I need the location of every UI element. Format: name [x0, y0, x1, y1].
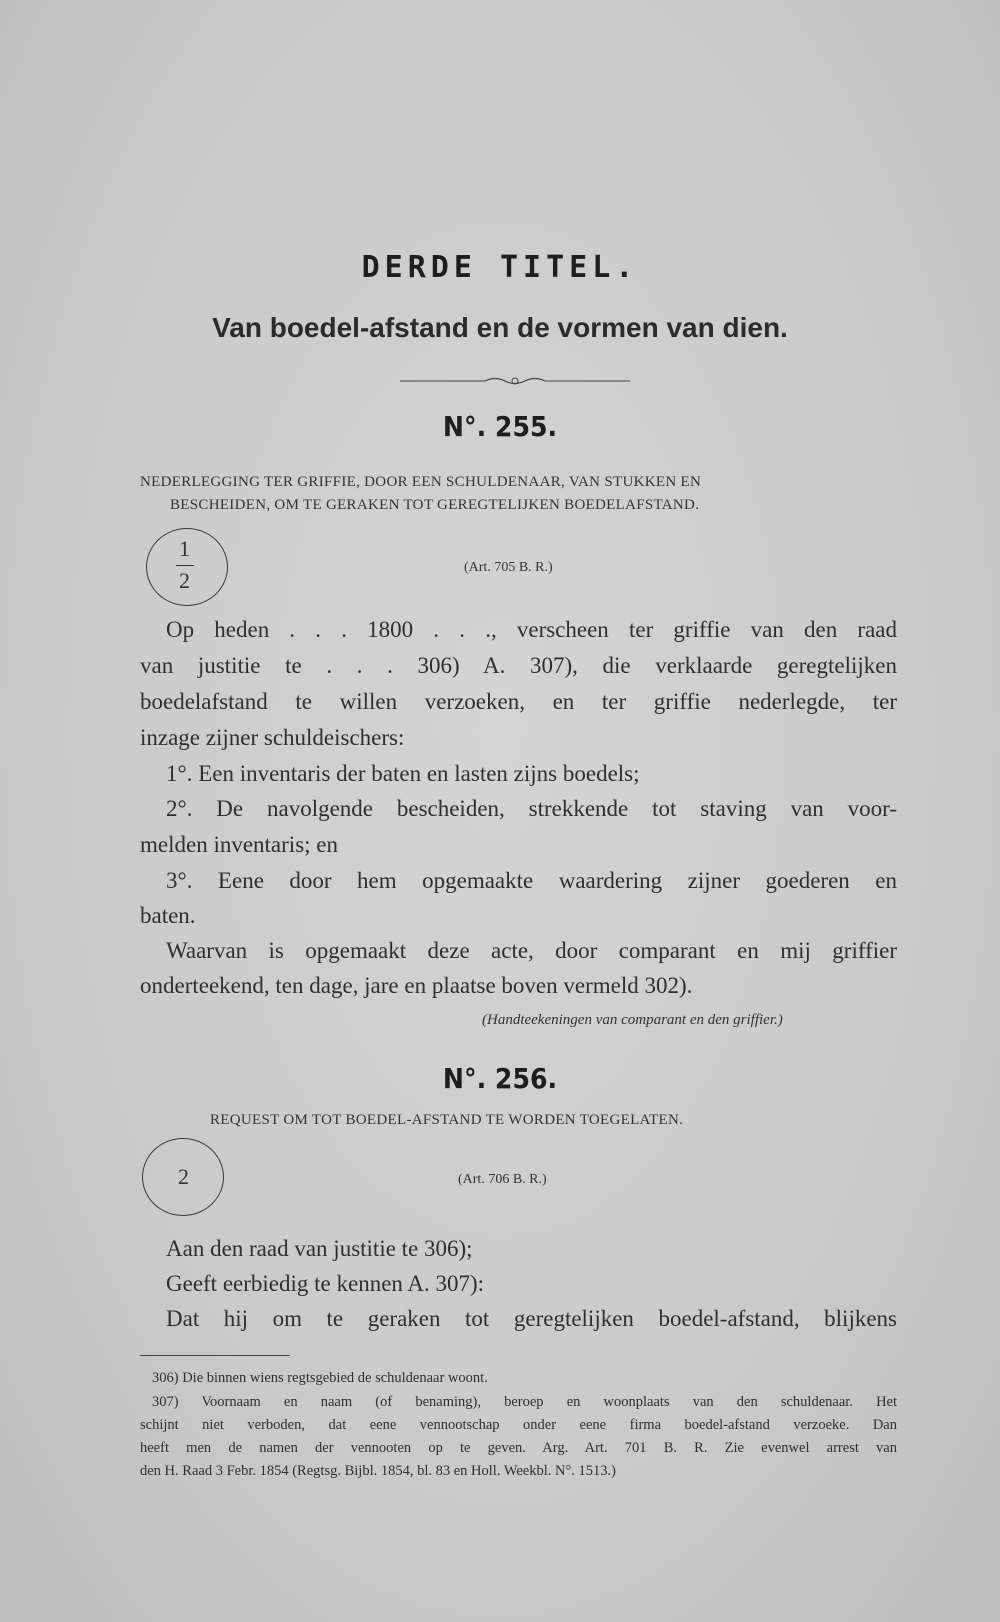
text-line: melden inventaris; en: [140, 832, 338, 857]
chapter-subtitle: Van boedel-afstand en de vormen van dien.: [212, 312, 788, 343]
list-item: 3°. Eene door hem opgemaakte waardering zijner goederen en: [166, 868, 897, 893]
stamp-numerator: 1: [179, 536, 190, 561]
ornament-divider: [400, 374, 630, 388]
text-line: Aan den raad van justitie te 306);: [166, 1236, 473, 1261]
section-number-255: N°. 255.: [442, 410, 558, 443]
text-line: Dat hij om te geraken tot geregtelijken boedel-afstand, blijkens: [166, 1306, 897, 1331]
list-item: 2°. De navolgende bescheiden, strekkende tot staving van voor-: [166, 796, 897, 821]
chapter-title: DERDE TITEL.: [361, 250, 639, 285]
article-reference-255: (Art. 705 B. R.): [464, 560, 553, 575]
text-line: inzage zijner schuldeischers:: [140, 725, 405, 750]
footnote-307-cont: heeft men de namen der vennooten op te geven. Arg. Art. 701 B. R. Zie evenwel arrest van: [140, 1440, 897, 1456]
footnote-307-cont: schijnt niet verboden, dat eene vennootschap onder eene firma boedel-afstand verzoeke. Dan: [140, 1417, 897, 1433]
article-reference-256: (Art. 706 B. R.): [458, 1172, 547, 1187]
stamp-denominator: 2: [179, 568, 190, 593]
text-line: baten.: [140, 903, 196, 928]
stamp-number: 2: [178, 1164, 189, 1189]
footnote-307: 307) Voornaam en naam (of benaming), beroep en woonplaats van den schuldenaar. Het: [152, 1394, 897, 1410]
footnote-divider: [140, 1355, 290, 1356]
text-line: Geeft eerbiedig te kennen A. 307):: [166, 1271, 485, 1296]
section-heading-256: REQUEST OM TOT BOEDEL-AFSTAND TE WORDEN TOEGELATEN.: [210, 1112, 684, 1128]
signature-note: (Handteekeningen van comparant en den griffier.): [482, 1012, 783, 1028]
footnote-307-cont: den H. Raad 3 Febr. 1854 (Regtsg. Bijbl. 1854, bl. 83 en Holl. Weekbl. N°. 1513.): [140, 1463, 616, 1479]
list-item: 1°. Een inventaris der baten en lasten zijns boedels;: [166, 761, 640, 786]
section-heading-255-line2: BESCHEIDEN, OM TE GERAKEN TOT GEREGTELIJKEN BOEDELAFSTAND.: [170, 497, 700, 513]
text-line: Waarvan is opgemaakt deze acte, door comparant en mij griffier: [166, 938, 897, 963]
fraction-bar: [176, 565, 194, 566]
section-heading-255-line1: NEDERLEGGING TER GRIFFIE, DOOR EEN SCHULDENAAR, VAN STUKKEN EN: [140, 474, 702, 490]
text-line: boedelafstand te willen verzoeken, en ter griffie nederlegde, ter: [140, 689, 897, 714]
section-number-256: N°. 256.: [442, 1062, 558, 1095]
text-line: onderteekend, ten dage, jare en plaatse boven vermeld 302).: [140, 973, 693, 998]
footnote-306: 306) Die binnen wiens regtsgebied de schuldenaar woont.: [152, 1370, 488, 1386]
text-line: Op heden . . . 1800 . . ., verscheen ter griffie van den raad: [166, 617, 897, 642]
text-line: van justitie te . . . 306) A. 307), die verklaarde geregtelijken: [140, 653, 897, 678]
